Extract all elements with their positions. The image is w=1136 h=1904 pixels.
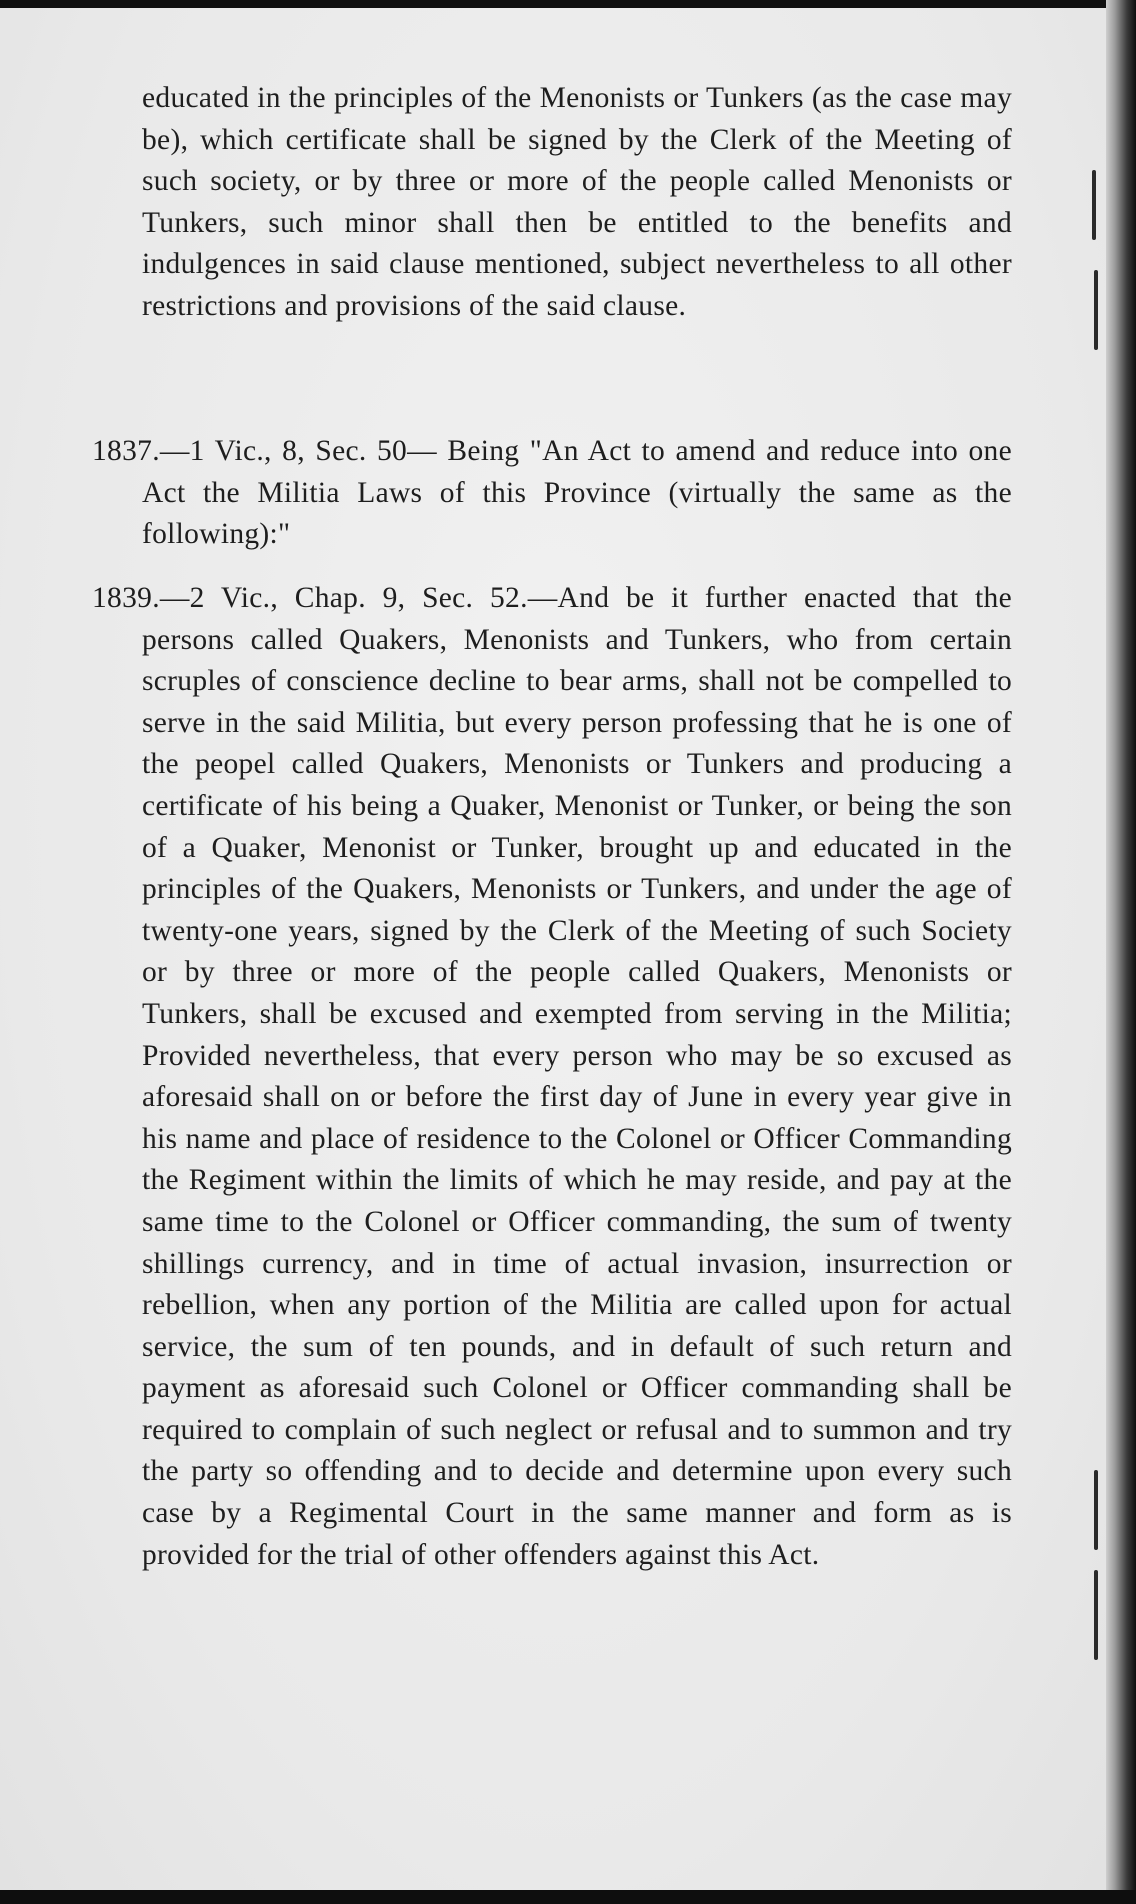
paragraph-continuation: educated in the principles of the Menonists or Tunkers (as the case may be), which certificate shall be signed by the Clerk of the Meeting of such society, or by three or more of the people called Menonists or Tunkers, such minor shall then be entitled to the benefits and indulgences in said clause mentioned, subject nevertheless to all other restrictions and provisions of the said clause.	[142, 82, 1012, 322]
page-bottom-edge	[0, 1890, 1136, 1904]
binding-mark	[1094, 270, 1098, 350]
binding-mark	[1092, 170, 1096, 240]
binding-mark	[1094, 1470, 1098, 1550]
binding-mark	[1094, 1570, 1098, 1660]
paragraph-1837-act: 1837.—1 Vic., 8, Sec. 50— Being "An Act to amend and reduce into one Act the Militia Laws of this Province (virtually the same as the following):"	[92, 435, 1012, 551]
paragraph-1839-act: 1839.—2 Vic., Chap. 9, Sec. 52.—And be it further enacted that the persons called Quakers, Menonists and Tunkers, who from certain scruples of conscience decline to bear arms, shall not be compelled to serve in the said Militia, but every person professing that he is one of the peopel called Quakers, Menonists or Tunkers and producing a certificate of his being a Quaker, Menonist or Tunker, or being the son of a Quaker, Menonist or Tunker, brought up and educated in the principles of the Quakers, Menonists or Tunkers, and under the age of twenty-one years, signed by the Clerk of the Meeting of such Society or by three or more of the people called Quakers, Menonists or Tunkers, shall be excused and exempted from serving in the Militia; Provided nevertheless, that every person who may be so excused as aforesaid shall on or before the first day of June in every year give in his name and place of residence to the Colonel or Officer Commanding the Regiment within the limits of which he may reside, and pay at the same time to the Colonel or Officer commanding, the sum of twenty shillings currency, and in time of actual invasion, insurrection or rebellion, when any portion of the Militia are called upon for actual service, the sum of ten pounds, and in default of such return and payment as aforesaid such Colonel or Officer commanding shall be required to complain of such neglect or refusal and to summon and try the party so offending and to decide and determine upon every such case by a Regimental Court in the same manner and form as is provided for the trial of other offenders against this Act.	[92, 582, 1012, 1571]
page-right-edge	[1106, 0, 1136, 1904]
